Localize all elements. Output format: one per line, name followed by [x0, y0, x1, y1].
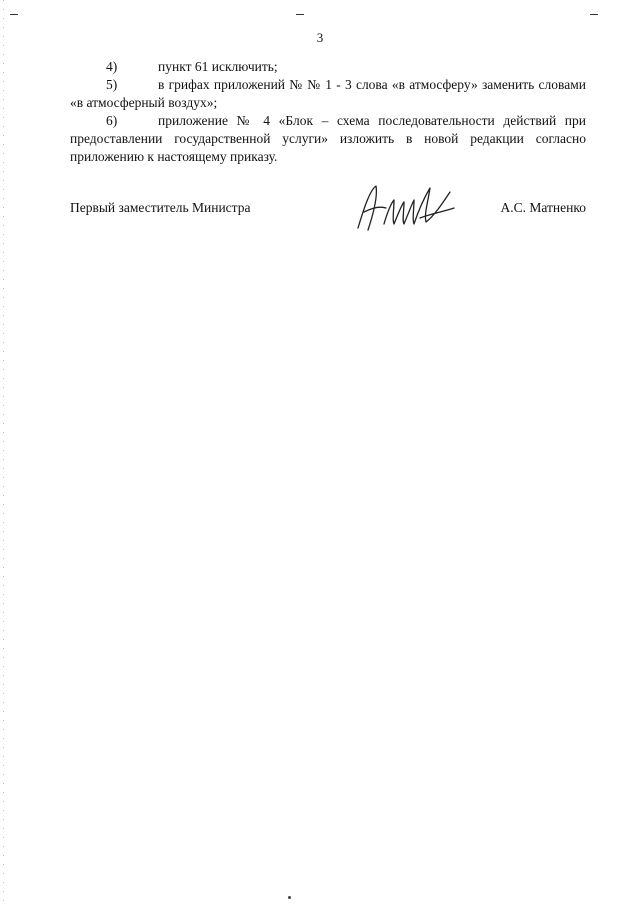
page-number: 3 [316, 30, 324, 45]
list-item-number: 5) [106, 77, 118, 92]
list-item-5 [70, 76, 586, 112]
list-item-number: 6) [106, 113, 118, 128]
signer-title: Первый заместитель Министра [70, 200, 251, 215]
handwritten-signature [350, 178, 460, 238]
list-item-4 [70, 58, 586, 76]
list-item-text: в грифах приложений № № 1 - 3 слова «в атмосферу» заменить словами «в атмосферный воздух»; [70, 77, 586, 110]
list-item-number: 4) [106, 59, 118, 74]
signer-name: А.С. Матненко [500, 200, 586, 215]
scan-corner-mark-left [10, 14, 18, 15]
scan-corner-mark-right [590, 14, 598, 15]
document-body [70, 58, 586, 166]
list-item-text: приложение № 4 «Блок – схема последовательности действий при предоставлении государственной услуги» изложить в новой редакции согласно приложению к настоящему приказу. [70, 113, 586, 164]
scan-edge-artifact [3, 0, 4, 905]
scan-mark-top [296, 14, 304, 15]
list-item-text: пункт 61 исключить; [158, 59, 278, 74]
list-item-6 [70, 112, 586, 166]
scan-dot-bottom [288, 896, 291, 899]
signature-block [70, 196, 586, 236]
